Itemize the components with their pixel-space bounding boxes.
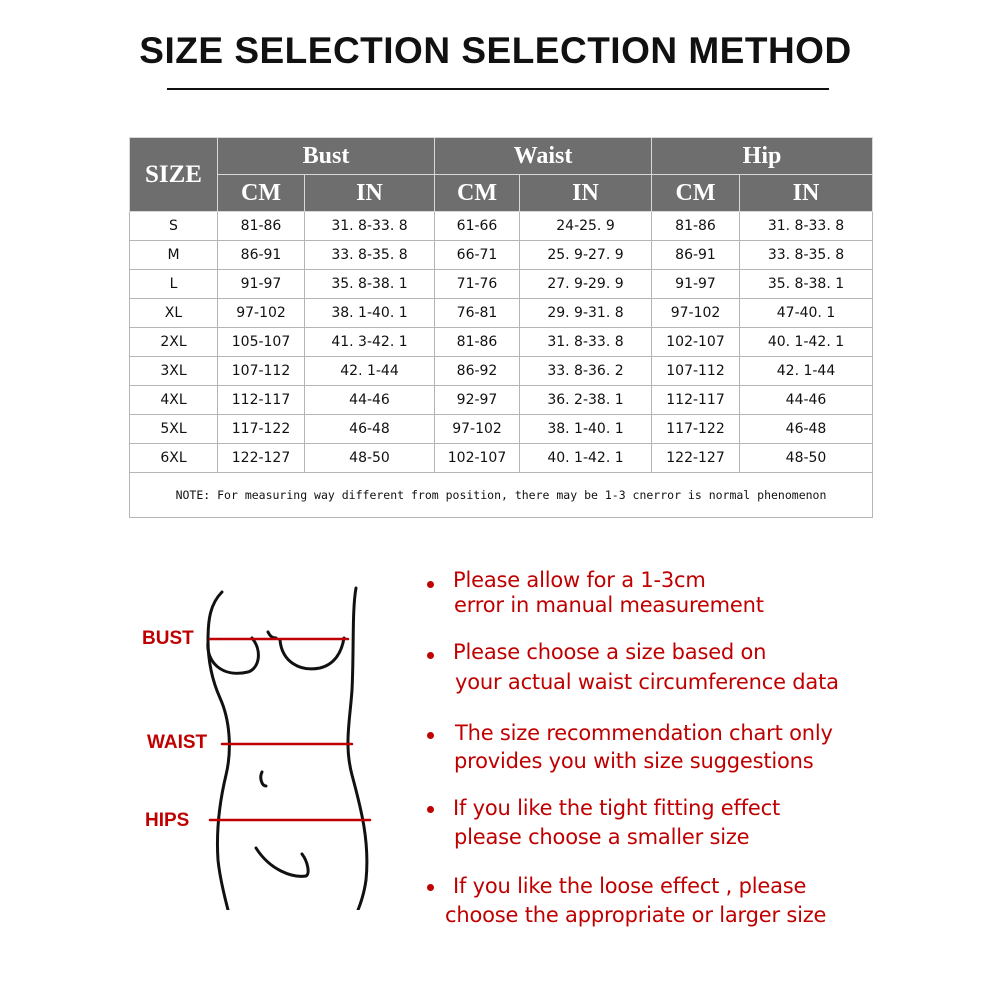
- measurement-cell: 117-122: [218, 415, 305, 444]
- unit-header: IN: [740, 175, 873, 212]
- measurement-cell: 91-97: [652, 270, 740, 299]
- measurement-cell: 38. 1-40. 1: [305, 299, 435, 328]
- measurement-cell: 35. 8-38. 1: [740, 270, 873, 299]
- bullet-icon: [427, 732, 434, 739]
- measurement-cell: 31. 8-33. 8: [740, 212, 873, 241]
- note-row: [130, 473, 873, 518]
- table-row: [130, 328, 873, 357]
- measurement-cell: 117-122: [652, 415, 740, 444]
- measurement-cell: 66-71: [435, 241, 520, 270]
- size-cell: 3XL: [130, 357, 218, 386]
- measurement-cell: 42. 1-44: [305, 357, 435, 386]
- size-table-body: [130, 212, 873, 473]
- table-note: NOTE: For measuring way different from position, there may be 1-3 cnerror is normal phenomenon: [130, 473, 873, 518]
- measurement-cell: 92-97: [435, 386, 520, 415]
- page-title: SIZE SELECTION SELECTION METHOD: [139, 30, 852, 71]
- measurement-cell: 40. 1-42. 1: [520, 444, 652, 473]
- measurement-cell: 46-48: [305, 415, 435, 444]
- measurement-cell: 33. 8-35. 8: [305, 241, 435, 270]
- measurement-cell: 91-97: [218, 270, 305, 299]
- measurement-cell: 81-86: [652, 212, 740, 241]
- tip-line: choose the appropriate or larger size: [445, 903, 827, 927]
- table-row: [130, 212, 873, 241]
- measurement-cell: 81-86: [435, 328, 520, 357]
- measurement-cell: 81-86: [218, 212, 305, 241]
- measurement-cell: 102-107: [652, 328, 740, 357]
- measurement-cell: 33. 8-35. 8: [740, 241, 873, 270]
- measurement-cell: 42. 1-44: [740, 357, 873, 386]
- tip-line: Please allow for a 1-3cm: [453, 568, 706, 592]
- measurement-cell: 40. 1-42. 1: [740, 328, 873, 357]
- waist-label: WAIST: [147, 732, 208, 753]
- unit-header-row: [130, 175, 873, 212]
- measurement-cell: 107-112: [652, 357, 740, 386]
- measurement-cell: 97-102: [652, 299, 740, 328]
- measurement-cell: 29. 9-31. 8: [520, 299, 652, 328]
- measurement-cell: 97-102: [435, 415, 520, 444]
- measurement-cell: 44-46: [740, 386, 873, 415]
- measurement-cell: 46-48: [740, 415, 873, 444]
- bullet-icon: [427, 652, 434, 659]
- tip-line: please choose a smaller size: [454, 825, 750, 849]
- size-cell: S: [130, 212, 218, 241]
- measurement-cell: 47-40. 1: [740, 299, 873, 328]
- measurement-cell: 44-46: [305, 386, 435, 415]
- table-row: [130, 386, 873, 415]
- tip-line: Please choose a size based on: [453, 640, 767, 664]
- table-row: [130, 444, 873, 473]
- measurement-cell: 25. 9-27. 9: [520, 241, 652, 270]
- bullet-icon: [427, 806, 434, 813]
- measurement-cell: 112-117: [652, 386, 740, 415]
- size-cell: M: [130, 241, 218, 270]
- size-cell: XL: [130, 299, 218, 328]
- tip-line: error in manual measurement: [454, 593, 764, 617]
- measurement-cell: 24-25. 9: [520, 212, 652, 241]
- table-row: [130, 415, 873, 444]
- tip-line: If you like the loose effect , please: [453, 874, 807, 898]
- table-row: [130, 270, 873, 299]
- measurement-cell: 112-117: [218, 386, 305, 415]
- size-cell: 2XL: [130, 328, 218, 357]
- measurement-cell: 41. 3-42. 1: [305, 328, 435, 357]
- measurement-cell: 86-91: [218, 241, 305, 270]
- title-underline: [167, 88, 829, 90]
- measurement-cell: 31. 8-33. 8: [520, 328, 652, 357]
- measurement-cell: 48-50: [305, 444, 435, 473]
- measurement-cell: 48-50: [740, 444, 873, 473]
- measurement-cell: 86-91: [652, 241, 740, 270]
- body-measurement-figure: [130, 580, 420, 910]
- unit-header: IN: [520, 175, 652, 212]
- unit-header: CM: [652, 175, 740, 212]
- measurement-cell: 86-92: [435, 357, 520, 386]
- measurement-cell: 33. 8-36. 2: [520, 357, 652, 386]
- measurement-cell: 71-76: [435, 270, 520, 299]
- measurement-cell: 31. 8-33. 8: [305, 212, 435, 241]
- measurement-cell: 107-112: [218, 357, 305, 386]
- measurement-cell: 97-102: [218, 299, 305, 328]
- size-cell: 5XL: [130, 415, 218, 444]
- size-cell: L: [130, 270, 218, 299]
- measurement-cell: 38. 1-40. 1: [520, 415, 652, 444]
- measurement-cell: 105-107: [218, 328, 305, 357]
- measurement-cell: 36. 2-38. 1: [520, 386, 652, 415]
- tip-line: your actual waist circumference data: [455, 670, 839, 694]
- size-chart-table: [129, 137, 873, 518]
- tip-line: The size recommendation chart only: [455, 721, 833, 745]
- size-header: SIZE: [130, 138, 218, 212]
- table-row: [130, 299, 873, 328]
- table-row: [130, 357, 873, 386]
- bullet-icon: [427, 581, 434, 588]
- size-cell: 4XL: [130, 386, 218, 415]
- group-header-row: [130, 138, 873, 175]
- bust-header: Bust: [218, 138, 435, 175]
- size-cell: 6XL: [130, 444, 218, 473]
- measurement-cell: 122-127: [652, 444, 740, 473]
- measurement-cell: 102-107: [435, 444, 520, 473]
- measurement-cell: 122-127: [218, 444, 305, 473]
- table-row: [130, 241, 873, 270]
- hip-header: Hip: [652, 138, 873, 175]
- bust-label: BUST: [142, 628, 194, 649]
- tip-line: provides you with size suggestions: [454, 749, 814, 773]
- unit-header: IN: [305, 175, 435, 212]
- unit-header: CM: [435, 175, 520, 212]
- measurement-cell: 76-81: [435, 299, 520, 328]
- tip-line: If you like the tight fitting effect: [453, 796, 781, 820]
- measurement-cell: 35. 8-38. 1: [305, 270, 435, 299]
- waist-header: Waist: [435, 138, 652, 175]
- measurement-cell: 27. 9-29. 9: [520, 270, 652, 299]
- unit-header: CM: [218, 175, 305, 212]
- measurement-cell: 61-66: [435, 212, 520, 241]
- bullet-icon: [427, 884, 434, 891]
- hips-label: HIPS: [145, 810, 190, 831]
